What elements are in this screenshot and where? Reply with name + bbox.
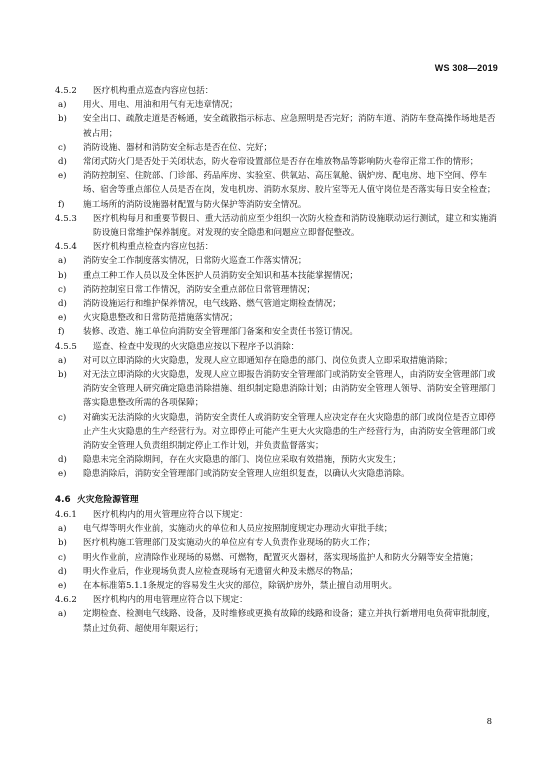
list-item-text: 消防控制室日常工作情况，消防安全重点部位日常管理情况； bbox=[83, 284, 316, 295]
list-item-label: d) bbox=[58, 566, 67, 577]
clause-text: 医疗机构内的用电管理应符合以下规定： bbox=[93, 595, 248, 606]
list-item-label: a) bbox=[58, 256, 67, 267]
list-item-text: 消防安全工作制度落实情况，日常防火巡查工作落实情况； bbox=[83, 256, 307, 267]
list-item bbox=[55, 607, 501, 635]
list-item bbox=[55, 254, 501, 268]
list-item-label: d) bbox=[58, 455, 67, 466]
list-item-text: 电气焊等明火作业前，实施动火的单位和人员应按照制度规定办理动火审批手续； bbox=[83, 524, 393, 535]
list-item-label: b) bbox=[58, 114, 67, 125]
list-item bbox=[55, 579, 501, 593]
document-body bbox=[55, 84, 501, 636]
section-title-text: 火灾危险源管理 bbox=[77, 494, 139, 505]
clause-number: 4.6.2 bbox=[55, 595, 77, 606]
list-item-label: d) bbox=[58, 299, 67, 310]
list-item-label: a) bbox=[58, 100, 67, 111]
list-item-text: 重点工种工作人员以及全体医护人员消防安全知识和基本技能掌握情况； bbox=[83, 270, 359, 281]
clause bbox=[55, 593, 501, 607]
list-item-text: 消防控制室、住院部、门诊部、药品库房、实验室、供氧站、高压氧舱、锅炉房、配电房、地下空间、停车场、宿舍等重点部位人员是否在岗，发电机房、消防水泵房、胶片室等无人值守岗位是否落实每日安全检查； bbox=[83, 171, 496, 196]
list-item bbox=[55, 198, 501, 212]
list-item-label: e) bbox=[58, 313, 67, 324]
list-item bbox=[55, 297, 501, 311]
list-item-label: a) bbox=[58, 609, 67, 620]
list-item bbox=[55, 522, 501, 536]
list-item-text: 用火、用电、用油和用气有无违章情况； bbox=[83, 100, 238, 111]
list-item-text: 隐患未完全消除期间，存在火灾隐患的部门、岗位应采取有效措施，预防火灾发生； bbox=[83, 455, 401, 466]
list-item-text: 消防设施运行和维护保养情况，电气线路、燃气管道定期检查情况； bbox=[83, 299, 341, 310]
clause-number: 4.6.1 bbox=[55, 509, 77, 520]
list-item-label: d) bbox=[58, 157, 67, 168]
list-item bbox=[55, 325, 501, 339]
list-item-label: e) bbox=[58, 171, 67, 182]
clause-number: 4.5.2 bbox=[55, 86, 77, 96]
clause bbox=[55, 84, 501, 98]
list-item bbox=[55, 453, 501, 467]
list-item-text: 隐患消除后，消防安全管理部门或消防安全管理人应组织复查，以确认火灾隐患消除。 bbox=[83, 469, 410, 480]
list-item-label: e) bbox=[58, 469, 67, 480]
list-item-label: c) bbox=[58, 142, 67, 153]
list-item-text: 医疗机构施工管理部门及实施动火的单位应有专人负责作业现场的防火工作； bbox=[83, 538, 376, 549]
list-item bbox=[55, 283, 501, 297]
clause-number: 4.5.3 bbox=[55, 213, 77, 224]
section-number: 4.6 bbox=[55, 494, 71, 505]
list-item bbox=[55, 269, 501, 283]
list-item-label: e) bbox=[58, 580, 67, 591]
list-item bbox=[55, 565, 501, 579]
list-item-text: 在本标准第5.1.1条规定的容易发生火灾的部位，除锅炉房外，禁止擅自动用明火。 bbox=[83, 580, 398, 591]
list-item-label: c) bbox=[58, 412, 67, 423]
list-item-text: 对可以立即消除的火灾隐患，发现人应立即通知存在隐患的部门、岗位负责人立即采取措施消除； bbox=[83, 355, 453, 366]
list-item bbox=[55, 311, 501, 325]
list-item-label: f) bbox=[58, 199, 65, 210]
list-item bbox=[55, 467, 501, 481]
list-item-label: b) bbox=[58, 270, 67, 281]
list-item bbox=[55, 368, 501, 411]
list-item bbox=[55, 141, 501, 155]
list-item-text: 施工场所的消防设施器材配置与防火保护等消防安全情况。 bbox=[83, 199, 307, 210]
clause bbox=[55, 508, 501, 522]
list-item-text: 定期检查、检测电气线路、设备，及时维修或更换有故障的线路和设备；建立并执行新增用电负荷审批制度，禁止过负荷、超使用年限运行； bbox=[83, 609, 496, 634]
list-item-text: 对确实无法消除的火灾隐患，消防安全责任人或消防安全管理人应决定存在火灾隐患的部门或岗位是否立即停止产生火灾隐患的生产经营行为。对立即停止可能产生更大火灾隐患的生产经营行为，由消防安全管理部门或消防安全管理人负责组织制定停止工作计划，并负责监督落实； bbox=[83, 412, 496, 452]
list-item bbox=[55, 411, 501, 454]
list-item-label: c) bbox=[58, 284, 67, 295]
list-item-text: 明火作业后，作业现场负责人应检查现场有无遗留火种及未燃尽的物品； bbox=[83, 566, 359, 577]
list-item-text: 明火作业前，应清除作业现场的易燃、可燃物，配置灭火器材，落实现场监护人和防火分隔等安全措施； bbox=[83, 552, 479, 563]
list-item-label: b) bbox=[58, 370, 67, 381]
list-item bbox=[55, 169, 501, 197]
list-item-text: 装修、改造、施工单位向消防安全管理部门备案和安全责任书签订情况。 bbox=[83, 327, 359, 338]
list-item-label: b) bbox=[58, 538, 67, 549]
list-item-label: f) bbox=[58, 327, 65, 338]
clause bbox=[55, 240, 501, 254]
clause-number: 4.5.4 bbox=[55, 242, 77, 253]
section-heading bbox=[55, 493, 501, 507]
clause-text: 医疗机构重点检查内容应包括： bbox=[93, 242, 214, 253]
list-item-text: 消防设施、器材和消防安全标志是否在位、完好； bbox=[83, 142, 273, 153]
standard-code: WS 308—2019 bbox=[434, 63, 498, 73]
list-item-text: 常闭式防火门是否处于关闭状态，防火卷帘设置部位是否存在堆放物品等影响防火卷帘正常工作的情形； bbox=[83, 157, 479, 168]
clause-text: 医疗机构重点巡查内容应包括： bbox=[93, 86, 214, 96]
list-item-label: a) bbox=[58, 524, 67, 535]
list-item-text: 安全出口、疏散走道是否畅通，安全疏散指示标志、应急照明是否完好；消防车道、消防车登高操作场地是否被占用； bbox=[83, 114, 496, 139]
clause-text: 医疗机构每月和重要节假日、重大活动前应至少组织一次防火检查和消防设施联动运行测试，建立和实施消防设施日常维护保养制度。对发现的安全隐患和问题应立即督促整改。 bbox=[93, 213, 497, 239]
list-item bbox=[55, 354, 501, 368]
list-item bbox=[55, 98, 501, 112]
list-item bbox=[55, 112, 501, 140]
page-number: 8 bbox=[486, 717, 492, 727]
list-item-text: 对无法立即消除的火灾隐患，发现人应立即报告消防安全管理部门或消防安全管理人，由消防安全管理部门或消防安全管理人研究确定隐患消除措施、组织制定隐患消除计划；由消防安全管理人领导、消防安全管理部门落实隐患整改所需的各项保障； bbox=[83, 370, 496, 409]
clause-number: 4.5.5 bbox=[55, 341, 77, 352]
list-item-label: c) bbox=[58, 552, 67, 563]
clause bbox=[55, 340, 501, 354]
list-item-text: 火灾隐患整改和日常防范措施落实情况； bbox=[83, 313, 238, 324]
list-item-label: a) bbox=[58, 355, 67, 366]
clause bbox=[55, 212, 501, 240]
list-item bbox=[55, 155, 501, 169]
clause-text: 巡查、检查中发现的火灾隐患应按以下程序予以消除： bbox=[93, 341, 300, 352]
list-item bbox=[55, 536, 501, 550]
list-item bbox=[55, 551, 501, 565]
clause-text: 医疗机构内的用火管理应符合以下规定： bbox=[93, 509, 248, 520]
